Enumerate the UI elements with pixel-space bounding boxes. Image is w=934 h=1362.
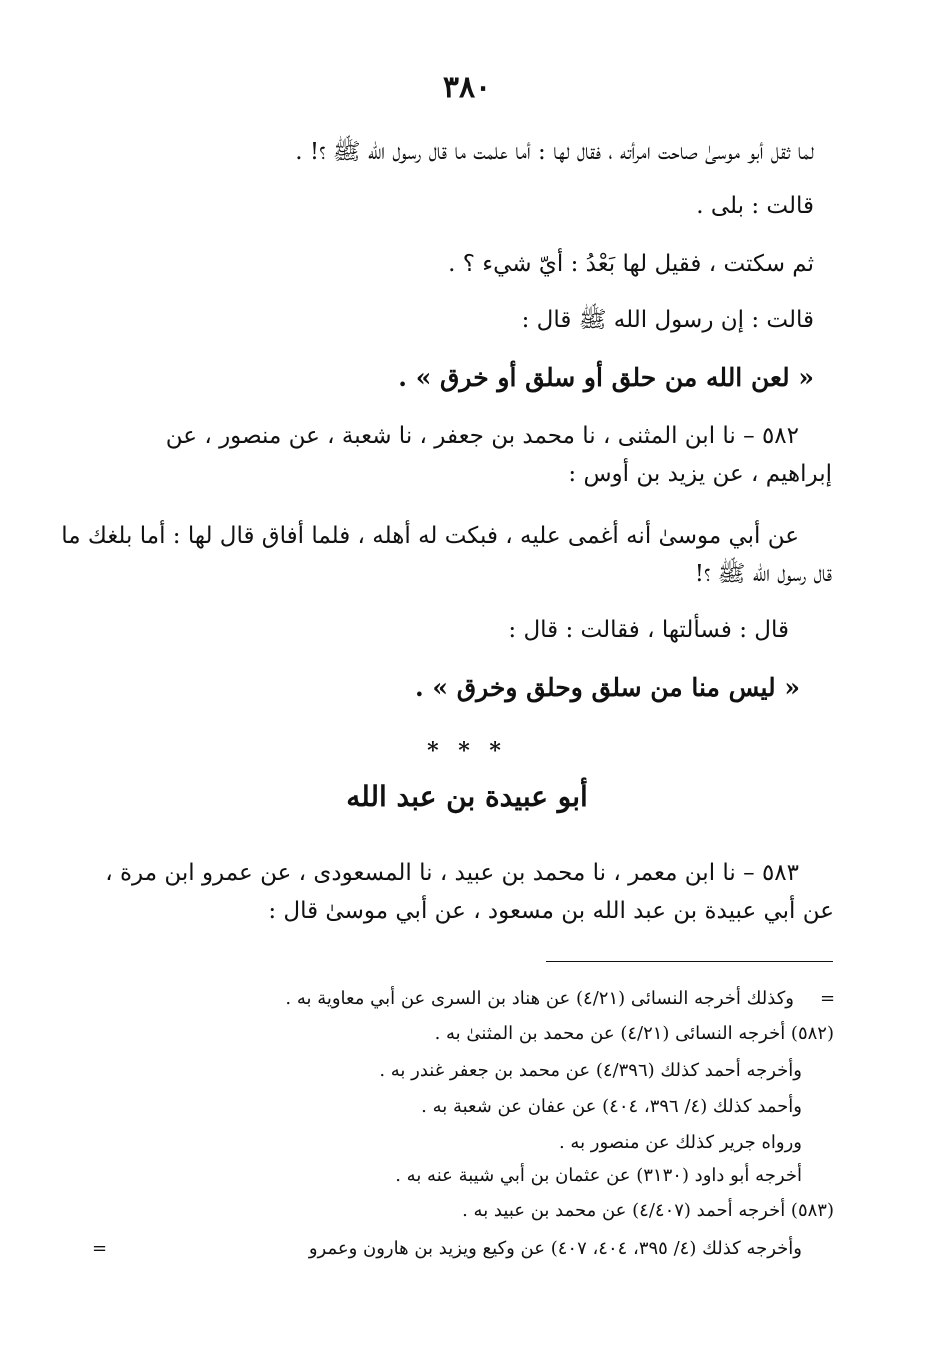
text-line: قال رسول الله ﷺ ؟! (694, 561, 832, 587)
footnote-line: (٥٨٢) أخرجه النسائى (٤/٢١) عن محمد بن المثنىٰ به . (434, 1023, 834, 1044)
hadith-number-line: ٥٨٢ – نا ابن المثنى ، نا محمد بن جعفر ، نا شعبة ، عن منصور ، عن (165, 423, 799, 449)
page-number: ٣٨٠ (442, 70, 492, 105)
footnote-line: وأخرجه أحمد كذلك (٤/٣٩٦) عن محمد بن جعفر غندر به . (379, 1060, 802, 1081)
hadith-quote: « ليس منا من سلق وحلق وخرق » . (414, 673, 800, 702)
footnote-line: (٥٨٣) أخرجه أحمد (٤/٤٠٧) عن محمد بن عبيد به . (462, 1200, 834, 1221)
section-title: أبو عبيدة بن عبد الله (346, 780, 588, 813)
hadith-number-line: ٥٨٣ – نا ابن معمر ، نا محمد بن عبيد ، نا المسعودى ، عن عمرو ابن مرة ، (105, 860, 799, 886)
footnote-line: وأحمد كذلك (٤/ ٣٩٦، ٤٠٤) عن عفان عن شعبة به . (421, 1096, 802, 1117)
text-line: قال : فسألتها ، فقالت : قال : (508, 617, 789, 643)
footnote-line: ورواه جرير كذلك عن منصور به . (558, 1132, 802, 1153)
hadith-quote: « لعن الله من حلق أو سلق أو خرق » . (398, 363, 814, 392)
footnote-line: وكذلك أخرجه النسائى (٤/٢١) عن هناد بن السرى عن أبي معاوية به . (285, 988, 794, 1009)
text-line: إبراهيم ، عن يزيد بن أوس : (568, 461, 832, 487)
text-line: قالت : بلى . (696, 193, 814, 219)
footnote-line: وأخرجه كذلك (٤/ ٣٩٥، ٤٠٤، ٤٠٧) عن وكيع ويزيد بن هارون وعمرو (308, 1238, 802, 1259)
text-line: قالت : إن رسول الله ﷺ قال : (521, 307, 814, 333)
text-line: عن أبي موسىٰ أنه أغمى عليه ، فبكت له أهله ، فلما أفاق قال لها : أما بلغك ما (61, 523, 799, 549)
text-line: ثم سكتت ، فقيل لها بَعْدُ : أيّ شيء ؟ . (448, 251, 814, 277)
continuation-mark: = (820, 988, 836, 1009)
text-line: عن أبي عبيدة بن عبد الله بن مسعود ، عن أبي موسىٰ قال : (268, 898, 834, 924)
continuation-mark: = (92, 1238, 108, 1259)
separator-stars: * * * (427, 738, 507, 764)
text-line: لما ثقل أبو موسىٰ صاحت امرأته ، فقال لها : أما علمت ما قال رسول الله ﷺ ؟! . (295, 139, 814, 165)
footnote-rule (546, 961, 833, 962)
footnote-line: أخرجه أبو داود (٣١٣٠) عن عثمان بن أبي شيبة عنه به . (395, 1165, 802, 1186)
